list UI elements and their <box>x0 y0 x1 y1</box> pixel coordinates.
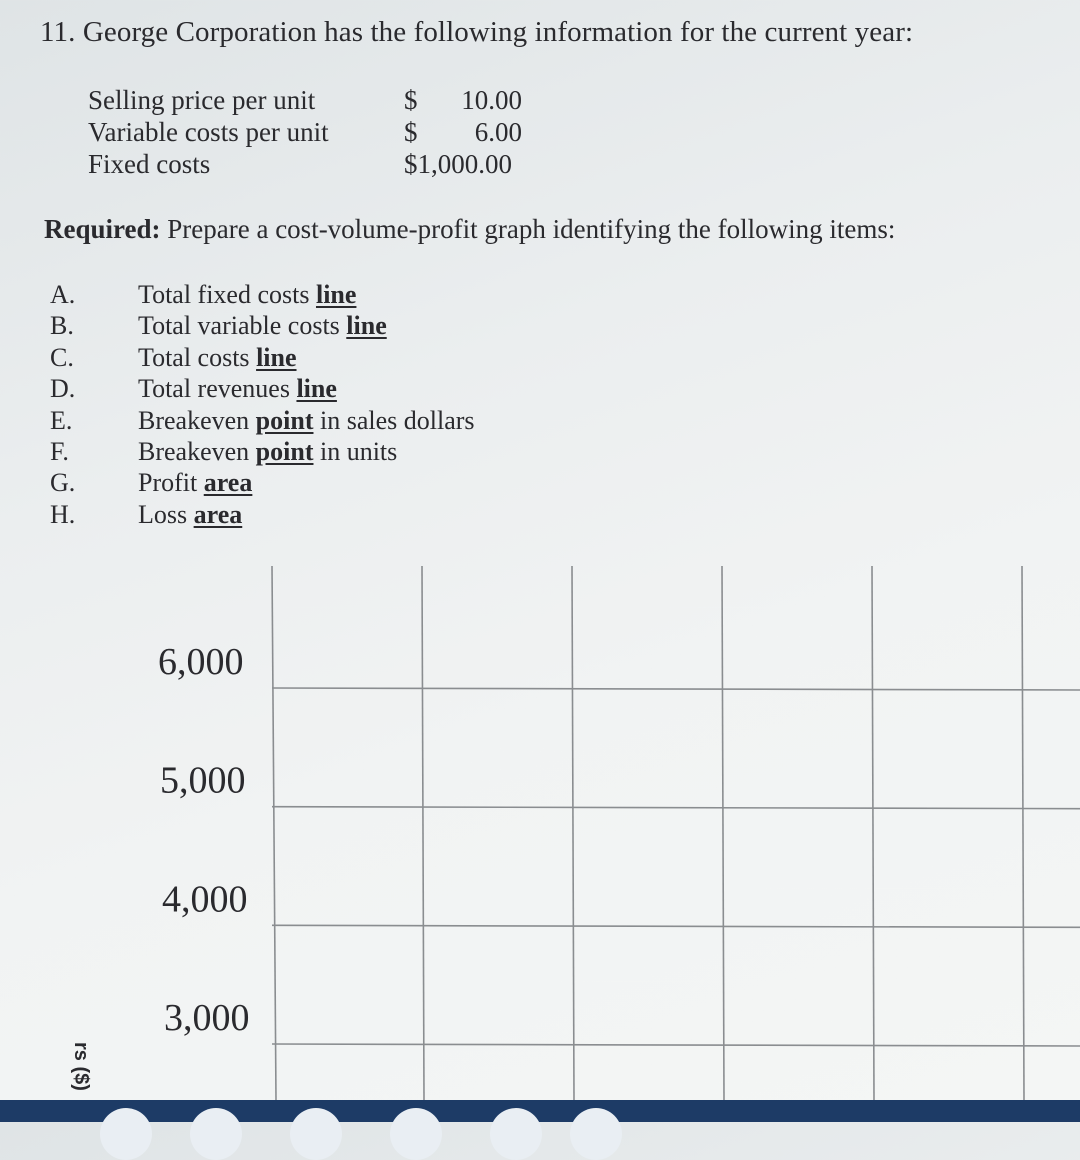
dollar-sign: $ <box>404 85 418 115</box>
grid-line-horizontal <box>272 1044 1080 1046</box>
required-instruction <box>44 214 895 245</box>
item-letter: B. <box>50 311 74 341</box>
list-item <box>50 374 550 405</box>
item-emphasis: area <box>193 499 243 529</box>
item-text <box>138 343 297 373</box>
y-tick-label: 4,000 <box>162 878 248 921</box>
app-icon[interactable] <box>490 1108 542 1160</box>
grid-line-vertical <box>1022 566 1024 1100</box>
item-after-text: in sales dollars <box>319 405 475 435</box>
required-text: Prepare a cost-volume-profit graph identifying the following items: <box>167 214 896 244</box>
item-after-text: in units <box>319 436 398 466</box>
item-letter: A. <box>50 280 76 309</box>
y-tick-label: 5,000 <box>160 759 246 802</box>
y-tick-label: 6,000 <box>158 641 244 683</box>
item-main-text: Breakeven <box>138 436 250 466</box>
app-icon[interactable] <box>390 1108 442 1160</box>
info-label: Selling price per unit <box>88 85 316 115</box>
info-amount: 6.00 <box>474 117 522 147</box>
item-main-text: Profit <box>138 468 198 498</box>
item-text <box>138 374 337 404</box>
item-letter: H. <box>50 499 76 529</box>
item-text <box>138 311 387 341</box>
item-emphasis: line <box>346 311 387 341</box>
item-emphasis: point <box>255 405 314 435</box>
info-label: Variable costs per unit <box>88 117 329 147</box>
item-emphasis: point <box>255 436 314 466</box>
y-tick-label: 3,000 <box>164 997 250 1039</box>
item-emphasis: line <box>296 374 337 404</box>
info-row-variable-costs <box>88 116 538 148</box>
item-text <box>138 406 475 436</box>
required-label: Required: <box>44 214 161 244</box>
y-tick-labels <box>158 641 250 1039</box>
item-letter: E. <box>50 405 73 435</box>
item-letter: C. <box>50 342 74 372</box>
item-text <box>138 437 397 467</box>
item-text <box>138 500 242 530</box>
grid-line-vertical <box>422 566 424 1100</box>
list-item <box>50 343 550 374</box>
info-row-fixed-costs <box>88 148 538 180</box>
item-main-text: Total fixed costs <box>138 280 310 309</box>
info-label: Fixed costs <box>88 149 211 179</box>
info-amount: 10.00 <box>461 85 522 115</box>
item-main-text: Total revenues <box>138 374 290 404</box>
grid-line-vertical <box>872 566 874 1100</box>
item-main-text: Total costs <box>138 342 250 372</box>
item-letter: F. <box>50 436 69 466</box>
app-icon[interactable] <box>570 1108 622 1160</box>
item-emphasis: line <box>315 280 357 309</box>
cost-info-table <box>88 84 538 180</box>
item-main-text: Breakeven <box>138 405 250 435</box>
grid-line-vertical <box>572 566 574 1100</box>
app-icon[interactable] <box>290 1108 342 1160</box>
list-item <box>50 468 550 499</box>
question-title: 11. George Corporation has the following information for the current year: <box>40 16 914 48</box>
list-item <box>50 437 550 468</box>
grid-layer <box>272 566 1080 1100</box>
list-item <box>50 406 550 437</box>
item-main-text: Loss <box>138 499 188 529</box>
app-icon[interactable] <box>100 1108 152 1160</box>
list-item <box>50 311 550 342</box>
grid-line-vertical <box>272 566 276 1100</box>
item-emphasis: area <box>203 468 253 498</box>
item-letter: G. <box>50 468 76 498</box>
info-row-selling-price <box>88 84 538 116</box>
list-item <box>50 500 550 531</box>
app-icon[interactable] <box>190 1108 242 1160</box>
required-items-list <box>50 280 550 531</box>
item-letter: D. <box>50 374 76 404</box>
item-emphasis: line <box>256 342 297 372</box>
info-amount: $1,000.00 <box>404 149 512 179</box>
y-axis-label: rs ($) <box>70 1042 92 1091</box>
grid-line-vertical <box>722 566 724 1100</box>
taskbar <box>0 1100 1080 1122</box>
grid-line-horizontal <box>272 688 1080 690</box>
item-text <box>138 280 356 310</box>
item-text <box>138 468 252 498</box>
grid-line-horizontal <box>272 807 1080 809</box>
list-item <box>50 280 550 311</box>
dollar-sign: $ <box>404 117 418 147</box>
item-main-text: Total variable costs <box>138 311 340 341</box>
grid-line-horizontal <box>272 925 1080 927</box>
